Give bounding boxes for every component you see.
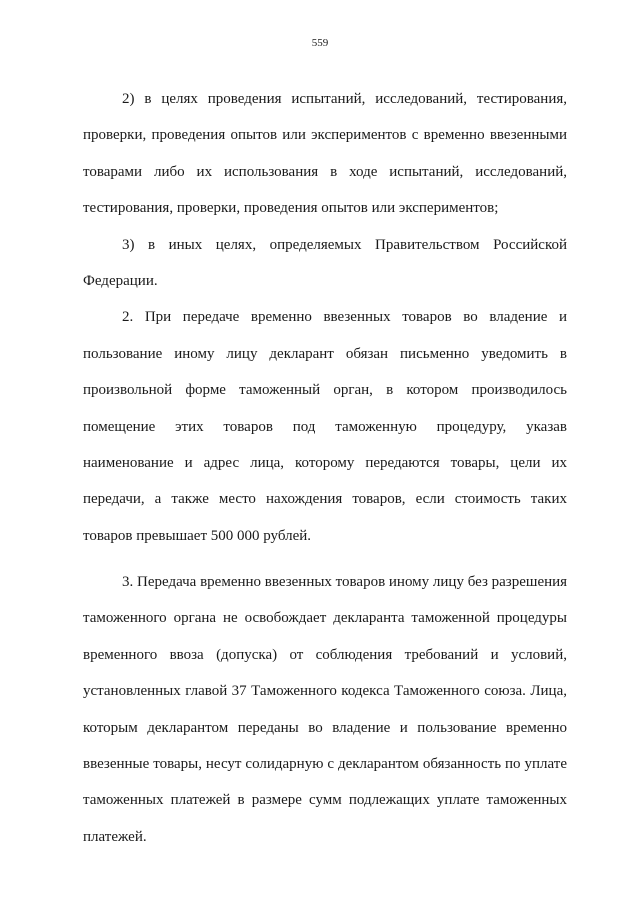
text-line: 2. При передаче временно ввезенных товаров во владение и: [122, 309, 567, 326]
paragraph-item-3: [83, 235, 567, 308]
text-line: таможенных платежей в размере сумм подлежащих уплате таможенных: [83, 792, 567, 809]
paragraph-item-2: [83, 89, 567, 235]
paragraph-clause-2: [83, 307, 567, 562]
text-line: Федерации.: [83, 272, 158, 289]
text-line: временного ввоза (допуска) от соблюдения требований и условий,: [83, 646, 567, 663]
paragraph-clause-3: [83, 572, 567, 863]
text-line: 3) в иных целях, определяемых Правительством Российской: [122, 236, 567, 253]
text-line: товарами либо их использования в ходе испытаний, исследований,: [83, 163, 567, 180]
text-line: пользование иному лицу декларант обязан письменно уведомить в: [83, 345, 567, 362]
text-line: произвольной форме таможенный орган, в котором производилось: [83, 382, 567, 399]
text-line: установленных главой 37 Таможенного кодекса Таможенного союза. Лица,: [83, 683, 567, 700]
text-line: передачи, а также место нахождения товаров, если стоимость таких: [83, 491, 567, 508]
text-line: которым декларантом переданы во владение и пользование временно: [83, 719, 567, 736]
document-body: [83, 89, 567, 863]
text-line: помещение этих товаров под таможенную процедуру, указав: [83, 418, 567, 435]
text-line: наименование и адрес лица, которому передаются товары, цели их: [83, 454, 567, 471]
text-line: ввезенные товары, несут солидарную с декларантом обязанность по уплате: [83, 756, 567, 773]
text-line: 2) в целях проведения испытаний, исследований, тестирования,: [122, 91, 567, 107]
text-line: тестирования, проверки, проведения опытов или экспериментов;: [83, 200, 499, 217]
text-line: платежей.: [83, 828, 147, 845]
text-line: товаров превышает 500 000 рублей.: [83, 527, 312, 544]
paragraph-gap: [83, 562, 567, 572]
text-line: проверки, проведения опытов или экспериментов с временно ввезенными: [83, 127, 567, 144]
page-number: 559: [311, 37, 329, 49]
text-line: 3. Передача временно ввезенных товаров иному лицу без разрешения: [122, 574, 568, 591]
text-line: таможенного органа не освобождает декларанта таможенной процедуры: [83, 610, 567, 627]
